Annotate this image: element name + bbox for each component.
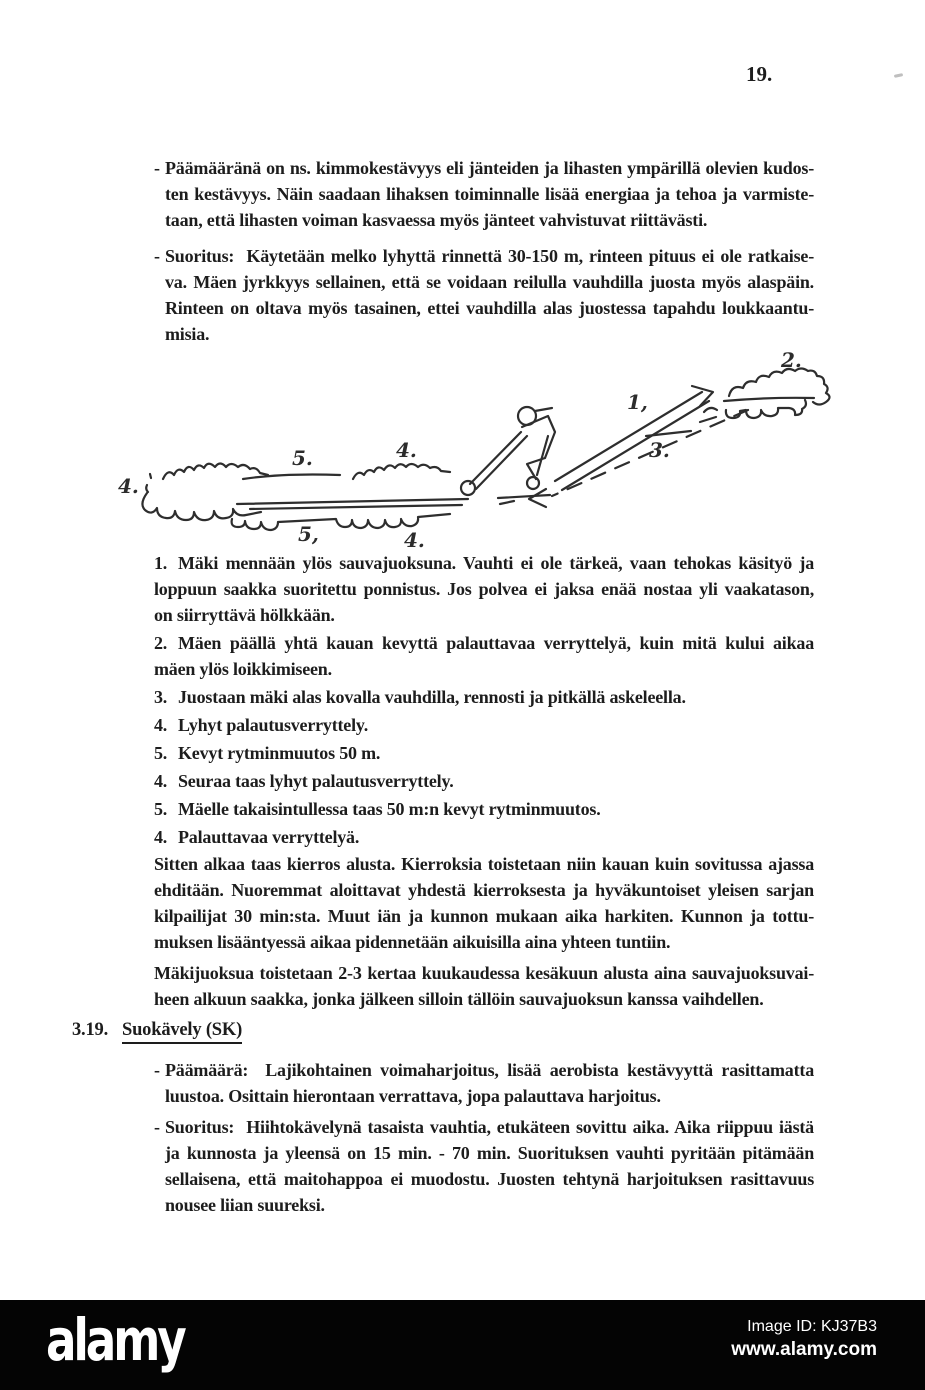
sketch-plateau-line [724, 398, 814, 401]
bullet-paragraph [154, 243, 814, 347]
text-line: luustoa. Osittain hierontaan verrattava, jopa palauttava harjoitus. [165, 1086, 661, 1106]
sketch-cloud-left-bottom [142, 493, 261, 520]
scan-speck [894, 73, 903, 78]
hill-running-diagram [100, 348, 840, 552]
numbered-list-column [154, 550, 814, 850]
text-line: Mäkijuoksua toistetaan 2-3 kertaa kuukaudessa kesäkuun alusta aina sauvajuoksuvai- [154, 963, 814, 983]
figure-cap-brim [535, 408, 552, 411]
text-line: ja kunnosta ja yleensä on 15 min. - 70 min. Suorituksen vauhti pyritään pitämään [165, 1143, 814, 1163]
numbered-item [154, 824, 814, 850]
bullet-dash: - [154, 1117, 160, 1137]
text-line: va. Mäen jyrkkyys sellainen, että se voidaan reilulla vauhdilla juosta myös alaspäin. [165, 272, 814, 292]
numbered-item [154, 712, 814, 738]
text-line: - Päämäärä: Lajikohtainen voimaharjoitus, lisää aerobista kestävyyttä rasittamatta [165, 1057, 814, 1083]
diagram-label: 3. [649, 438, 670, 462]
diagram-label: 4. [404, 528, 425, 552]
sketch-dash [500, 501, 514, 504]
sketch-cloud-mid [353, 464, 450, 479]
text-line: 4. Seuraa taas lyhyt palautusverryttely. [154, 768, 814, 794]
numbered-item [154, 550, 814, 628]
bullet-paragraph [154, 1114, 814, 1218]
item-number: 4. [154, 771, 168, 791]
diagram-label: 2. [781, 348, 802, 372]
text-line: sellaisena, että maitohappoa ei muodostu. Juosten tehtynä harjoituksen rasittavuus [165, 1169, 814, 1189]
item-number: 3. [154, 687, 168, 707]
sketch-line [646, 431, 691, 436]
section-heading [72, 1017, 814, 1043]
text-line: mäen ylös loikkimiseen. [154, 659, 332, 679]
text-line: 2. Mäen päällä yhtä kauan kevyttä palauttavaa verryttelyä, kuin mitä kului aikaa [154, 630, 814, 656]
figure-pole-left [470, 432, 527, 489]
text-line: on siirryttävä hölkkään. [154, 605, 335, 625]
hand-drawn-sketch [100, 348, 840, 552]
alamy-logo: alamy [46, 1306, 184, 1374]
page-number: 19. [746, 62, 773, 86]
lower-text-column [72, 851, 814, 1218]
descent-arrowhead [529, 489, 546, 507]
sketch-mark [146, 474, 151, 492]
sketch-line [243, 475, 340, 480]
diagram-label: 1, [627, 390, 648, 414]
text-line: kilpailijat 30 min:sta. Muut iän ja kunnon mukaan aika harkiten. Kunnon ja tottu- [154, 906, 814, 926]
sketch-dash [700, 417, 716, 422]
item-number: 4. [154, 715, 168, 735]
image-id-text: Image ID: KJ37B3 [747, 1318, 877, 1335]
text-line: 1. Mäki mennään ylös sauvajuoksuna. Vauhti ei ole tärkeä, vaan tehokas käsityö ja [154, 550, 814, 576]
item-number: 4. [154, 827, 168, 847]
item-number: 1. [154, 553, 168, 573]
text-line: 5. Mäelle takaisintullessa taas 50 m:n kevyt rytminmuutos. [154, 796, 814, 822]
website-url-text: www.alamy.com [731, 1339, 877, 1360]
diagram-label: 5, [298, 522, 319, 546]
text-line: 5. Kevyt rytminmuutos 50 m. [154, 740, 814, 766]
numbered-item [154, 740, 814, 766]
text-line: - Suoritus: Hiihtokävelynä tasaista vauhtia, etukäteen sovittu aika. Aika riippuu iästä [165, 1114, 814, 1140]
text-line: 4. Lyhyt palautusverryttely. [154, 712, 814, 738]
figure-foot-circle [527, 477, 539, 489]
bullet-dash: - [154, 158, 160, 178]
bullet-dash: - [154, 1060, 160, 1080]
text-line: misia. [165, 324, 210, 344]
item-number: 5. [154, 743, 168, 763]
text-line: muksen lisääntyessä aikaa pidennetään aikuisilla aina yhteen tuntiin. [154, 932, 671, 952]
watermark-info [731, 1316, 877, 1362]
numbered-item [154, 684, 814, 710]
text-line: - Päämääränä on ns. kimmokestävyys eli jänteiden ja lihasten ympärillä olevien kudos- [165, 155, 814, 181]
upper-text-column [154, 155, 814, 347]
sketch-tilde [704, 408, 717, 412]
bullet-paragraph [154, 1057, 814, 1109]
pole-basket-left [461, 481, 475, 495]
text-line: ten kestävyys. Näin saadaan lihaksen toiminnalle lisää energiaa ja tehoa ja varmiste- [165, 184, 814, 204]
text-line: ehditään. Nuoremmat aloittavat yhdestä kierroksesta ja hyväkuntoiset yleisen sarjan [154, 880, 814, 900]
diagram-label: 4. [118, 474, 139, 498]
diagram-label: 5. [292, 446, 313, 470]
item-number: 5. [154, 799, 168, 819]
text-line: taan, että lihasten voiman kasvaessa myös jänteet vahvistuvat riittävästi. [165, 210, 708, 230]
section-number: 3.19. [72, 1020, 109, 1040]
bullet-paragraph [154, 155, 814, 233]
text-line: - Suoritus: Käytetään melko lyhyttä rinnettä 30-150 m, rinteen pituus ei ole ratkaise- [165, 243, 814, 269]
text-line: Sitten alkaa taas kierros alusta. Kierroksia toistetaan niin kauan kuin sovitussa ajassa [154, 854, 814, 874]
figure-front-leg [527, 458, 545, 479]
sketch-ground-line [498, 495, 550, 498]
text-line: Rinteen on oltava myös tasainen, ettei vauhdilla alas juostessa tapahdu loukkaantu- [165, 298, 814, 318]
text-line: nousee liian suureksi. [165, 1195, 325, 1215]
sketch-track-line [237, 499, 468, 509]
section-title: Suokävely (SK) [122, 1020, 242, 1044]
item-number: 2. [154, 633, 168, 653]
numbered-item [154, 796, 814, 822]
paragraph [154, 960, 814, 1012]
alamy-watermark-bar [0, 1300, 925, 1390]
diagram-label: 4. [396, 438, 417, 462]
text-line: heen alkuun saakka, jonka jälkeen silloin tällöin sauvajuoksun kanssa vaihdellen. [154, 989, 764, 1009]
paragraph [154, 851, 814, 955]
numbered-item [154, 630, 814, 682]
text-line: 3. Juostaan mäki alas kovalla vauhdilla, rennosti ja pitkällä askeleella. [154, 684, 814, 710]
bullet-dash: - [154, 246, 160, 266]
text-line: loppuun saakka suoritettu ponnistus. Jos polvea ei jaksa enää nostaa yli vaakatason, [154, 579, 814, 599]
text-line: 4. Palauttavaa verryttelyä. [154, 824, 814, 850]
numbered-item [154, 768, 814, 794]
